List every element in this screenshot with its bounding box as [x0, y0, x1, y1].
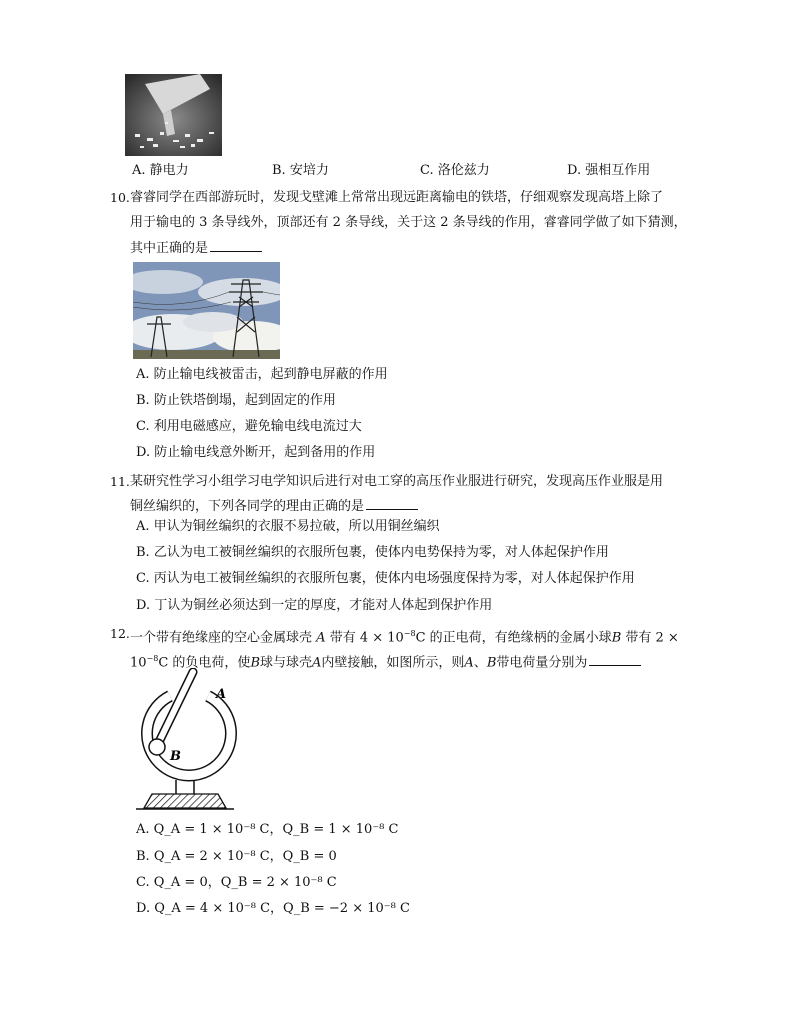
shell-label: A	[216, 687, 227, 702]
q12-option-a: A. Q_A = 1 × 10⁻⁸ C，Q_B = 1 × 10⁻⁸ C	[136, 822, 399, 837]
q10-option-c: C. 利用电磁感应，避免输电线电流过大	[136, 419, 362, 434]
q9-option-a: A. 静电力	[132, 163, 189, 178]
q11-option-c: C. 丙认为电工被铜丝编织的衣服所包裹，使体内电场强度保持为零，对人体起保护作用	[136, 571, 635, 586]
answer-blank	[210, 239, 262, 252]
q12-text: 内壁接触，如图所示，则	[321, 655, 465, 671]
q11-stem-line1: 某研究性学习小组学习电学知识后进行对电工穿的高压作业服进行研究，发现高压作业服是用	[130, 474, 664, 489]
q12-text: 带有 4 × 10	[329, 630, 404, 646]
q12-figure	[130, 668, 240, 816]
q12-text: 、	[473, 655, 487, 671]
ball-label: B	[170, 749, 181, 764]
q9-option-c: C. 洛伦兹力	[420, 163, 490, 178]
q10-option-b: B. 防止铁塔倒塌，起到固定的作用	[136, 393, 336, 408]
q12-text: 带有 2 ×	[625, 630, 679, 646]
var-b: B	[486, 655, 497, 671]
q12-option-c: C. Q_A = 0，Q_B = 2 × 10⁻⁸ C	[136, 875, 337, 890]
q12-text: 10	[130, 655, 147, 671]
exponent: −8	[146, 654, 159, 663]
q11-option-b: B. 乙认为电工被铜丝编织的衣服所包裹，使体内电势保持为零，对人体起保护作用	[136, 545, 609, 560]
q12-option-b: B. Q_A = 2 × 10⁻⁸ C，Q_B = 0	[136, 849, 337, 864]
var-a: A	[316, 630, 326, 646]
q10-stem-line2: 用于输电的 3 条导线外，顶部还有 2 条导线，关于这 2 条导线的作用，睿睿同学做了如下猜测，	[130, 215, 687, 230]
var-b: B	[611, 630, 622, 646]
q12-text: 带电荷量分别为	[496, 655, 588, 671]
q12-stem-line1	[130, 625, 679, 647]
var-a: A	[312, 655, 322, 671]
exponent: −8	[403, 629, 416, 638]
q10-stem-line3-text: 其中正确的是	[130, 241, 209, 256]
q12-text: 球与球壳	[260, 655, 313, 671]
q9-photo	[125, 74, 222, 156]
q12-text: C 的正电荷，有绝缘柄的金属小球	[415, 630, 612, 646]
q10-stem-line3	[130, 239, 262, 258]
q12-text: C 的负电荷，使	[158, 655, 251, 671]
q10-option-d: D. 防止输电线意外断开，起到备用的作用	[136, 445, 376, 460]
answer-blank	[366, 497, 418, 510]
q12-option-d: D. Q_A = 4 × 10⁻⁸ C，Q_B = −2 × 10⁻⁸ C	[136, 901, 410, 916]
q12-text: 一个带有绝缘座的空心金属球壳	[130, 630, 313, 646]
q11-stem-line2	[130, 497, 418, 516]
q12-number: 12.	[110, 626, 130, 641]
q10-option-a: A. 防止输电线被雷击，起到静电屏蔽的作用	[136, 367, 388, 382]
q10-stem-line1: 睿睿同学在西部游玩时，发现戈壁滩上常常出现远距离输电的铁塔，仔细观察发现高塔上除了	[130, 190, 664, 205]
q11-option-d: D. 丁认为铜丝必须达到一定的厚度，才能对人体起到保护作用	[136, 598, 493, 613]
q10-number: 10.	[110, 190, 130, 205]
var-b: B	[250, 655, 260, 671]
var-a: A	[464, 655, 474, 671]
q10-photo	[133, 262, 280, 359]
q11-option-a: A. 甲认为铜丝编织的衣服不易拉破，所以用铜丝编织	[136, 519, 440, 534]
q9-option-d: D. 强相互作用	[567, 163, 651, 178]
answer-blank	[589, 653, 641, 666]
q9-option-b: B. 安培力	[272, 163, 329, 178]
q11-number: 11.	[110, 474, 130, 489]
q11-stem-line2-text: 铜丝编织的，下列各同学的理由正确的是	[130, 499, 365, 514]
